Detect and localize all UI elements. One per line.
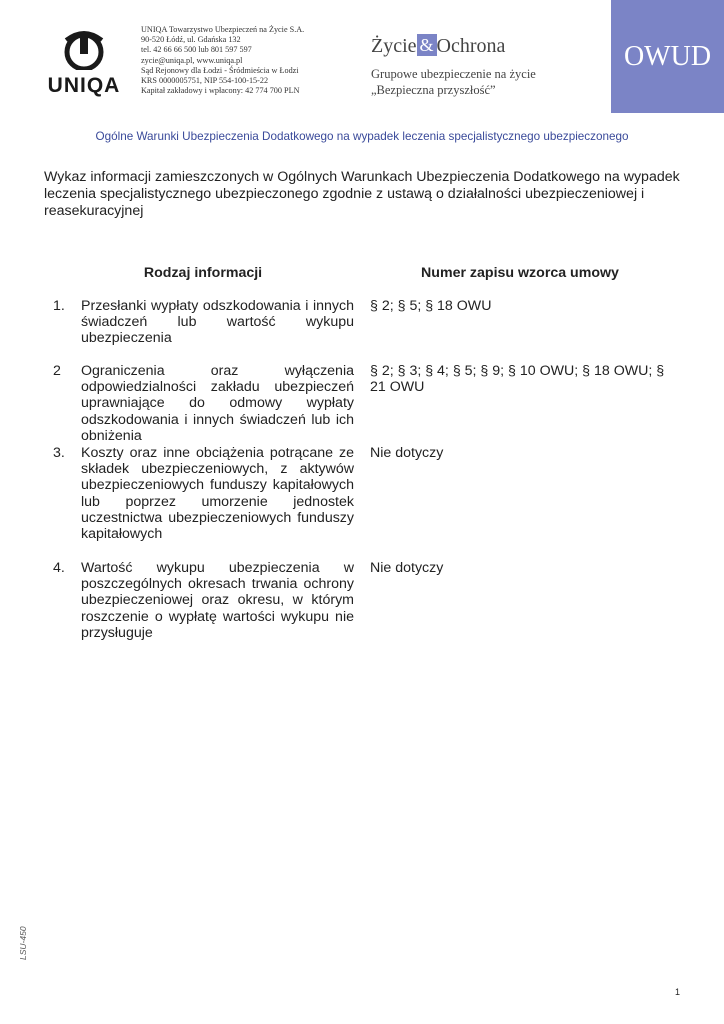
product-name-part1: Życie xyxy=(371,35,417,57)
column-header-info-type: Rodzaj informacji xyxy=(143,265,263,281)
product-name xyxy=(371,34,601,58)
owud-badge xyxy=(611,0,724,113)
company-line: Sąd Rejonowy dla Łodzi - Śródmieścia w Łodzi xyxy=(141,65,299,75)
company-line: Kapitał zakładowy i wpłacony: 42 774 700 PLN xyxy=(141,86,300,96)
company-line: 90-520 Łódź, ul. Gdańska 132 xyxy=(141,35,241,45)
logo-wordmark: UNIQA xyxy=(47,74,121,97)
product-subname: „Bezpieczna przyszłość” xyxy=(371,83,496,97)
row-reference: § 2; § 3; § 4; § 5; § 9; § 10 OWU; § 18 OWU; § 21 OWU xyxy=(370,363,665,396)
product-ampersand: & xyxy=(417,34,437,56)
uniqa-emblem-icon xyxy=(60,30,108,70)
row-reference: § 2; § 5; § 18 OWU xyxy=(370,298,492,314)
company-details xyxy=(141,25,341,96)
row-reference: Nie dotyczy xyxy=(370,560,444,576)
company-line: zycie@uniqa.pl, www.uniqa.pl xyxy=(141,55,243,65)
product-block xyxy=(371,34,601,98)
row-number: 3. xyxy=(53,445,65,461)
owud-badge-label: OWUD xyxy=(623,40,712,72)
company-line: tel. 42 66 66 500 lub 801 597 597 xyxy=(141,45,252,55)
row-number: 2 xyxy=(53,363,61,379)
row-reference: Nie dotyczy xyxy=(370,445,444,461)
row-number: 4. xyxy=(53,560,65,576)
company-line: KRS 0000005751, NIP 554-100-15-22 xyxy=(141,76,269,86)
column-header-clause-number: Numer zapisu wzorca umowy xyxy=(421,265,619,281)
company-line: UNIQA Towarzystwo Ubezpieczeń na Życie S.A. xyxy=(141,25,305,34)
page-number: 1 xyxy=(675,987,681,997)
product-tagline: Grupowe ubezpieczenie na życie xyxy=(371,67,536,81)
document-subtitle: Ogólne Warunki Ubezpieczenia Dodatkowego na wypadek leczenia specjalistycznego ubezpieczonego xyxy=(95,130,629,143)
row-info: Ograniczenia oraz wyłączenia odpowiedzialności zakładu ubezpieczeń uprawniające do odmowy wypłaty odszkodowania i innych świadczeń lub ich obniżenia xyxy=(81,363,354,444)
document-code: LSU-450 xyxy=(18,926,28,960)
product-name-part2: Ochrona xyxy=(436,35,506,57)
row-info: Przesłanki wypłaty odszkodowania i innych świadczeń lub wartość wykupu ubezpieczenia xyxy=(81,298,354,347)
row-number: 1. xyxy=(53,298,65,314)
row-info: Koszty oraz inne obciążenia potrącane ze składek ubezpieczeniowych, z aktywów ubezpieczeniowych funduszy kapitałowych lub poprzez umorzenie jednostek uczestnictwa ubezpieczeniowych funduszy kapitałowych xyxy=(81,445,354,543)
row-info: Wartość wykupu ubezpieczenia w poszczególnych okresach trwania ochrony ubezpieczeniowej oraz okresu, w którym roszczenie o wypłatę wartości wykupu nie przysługuje xyxy=(81,560,354,641)
document-intro: Wykaz informacji zamieszczonych w Ogólnych Warunkach Ubezpieczenia Dodatkowego na wypadek leczenia specjalistycznego ubezpieczonego zgodnie z ustawą o działalności ubezpieczeniowej i reasekuracyjnej xyxy=(44,169,680,219)
uniqa-logo xyxy=(42,30,126,96)
